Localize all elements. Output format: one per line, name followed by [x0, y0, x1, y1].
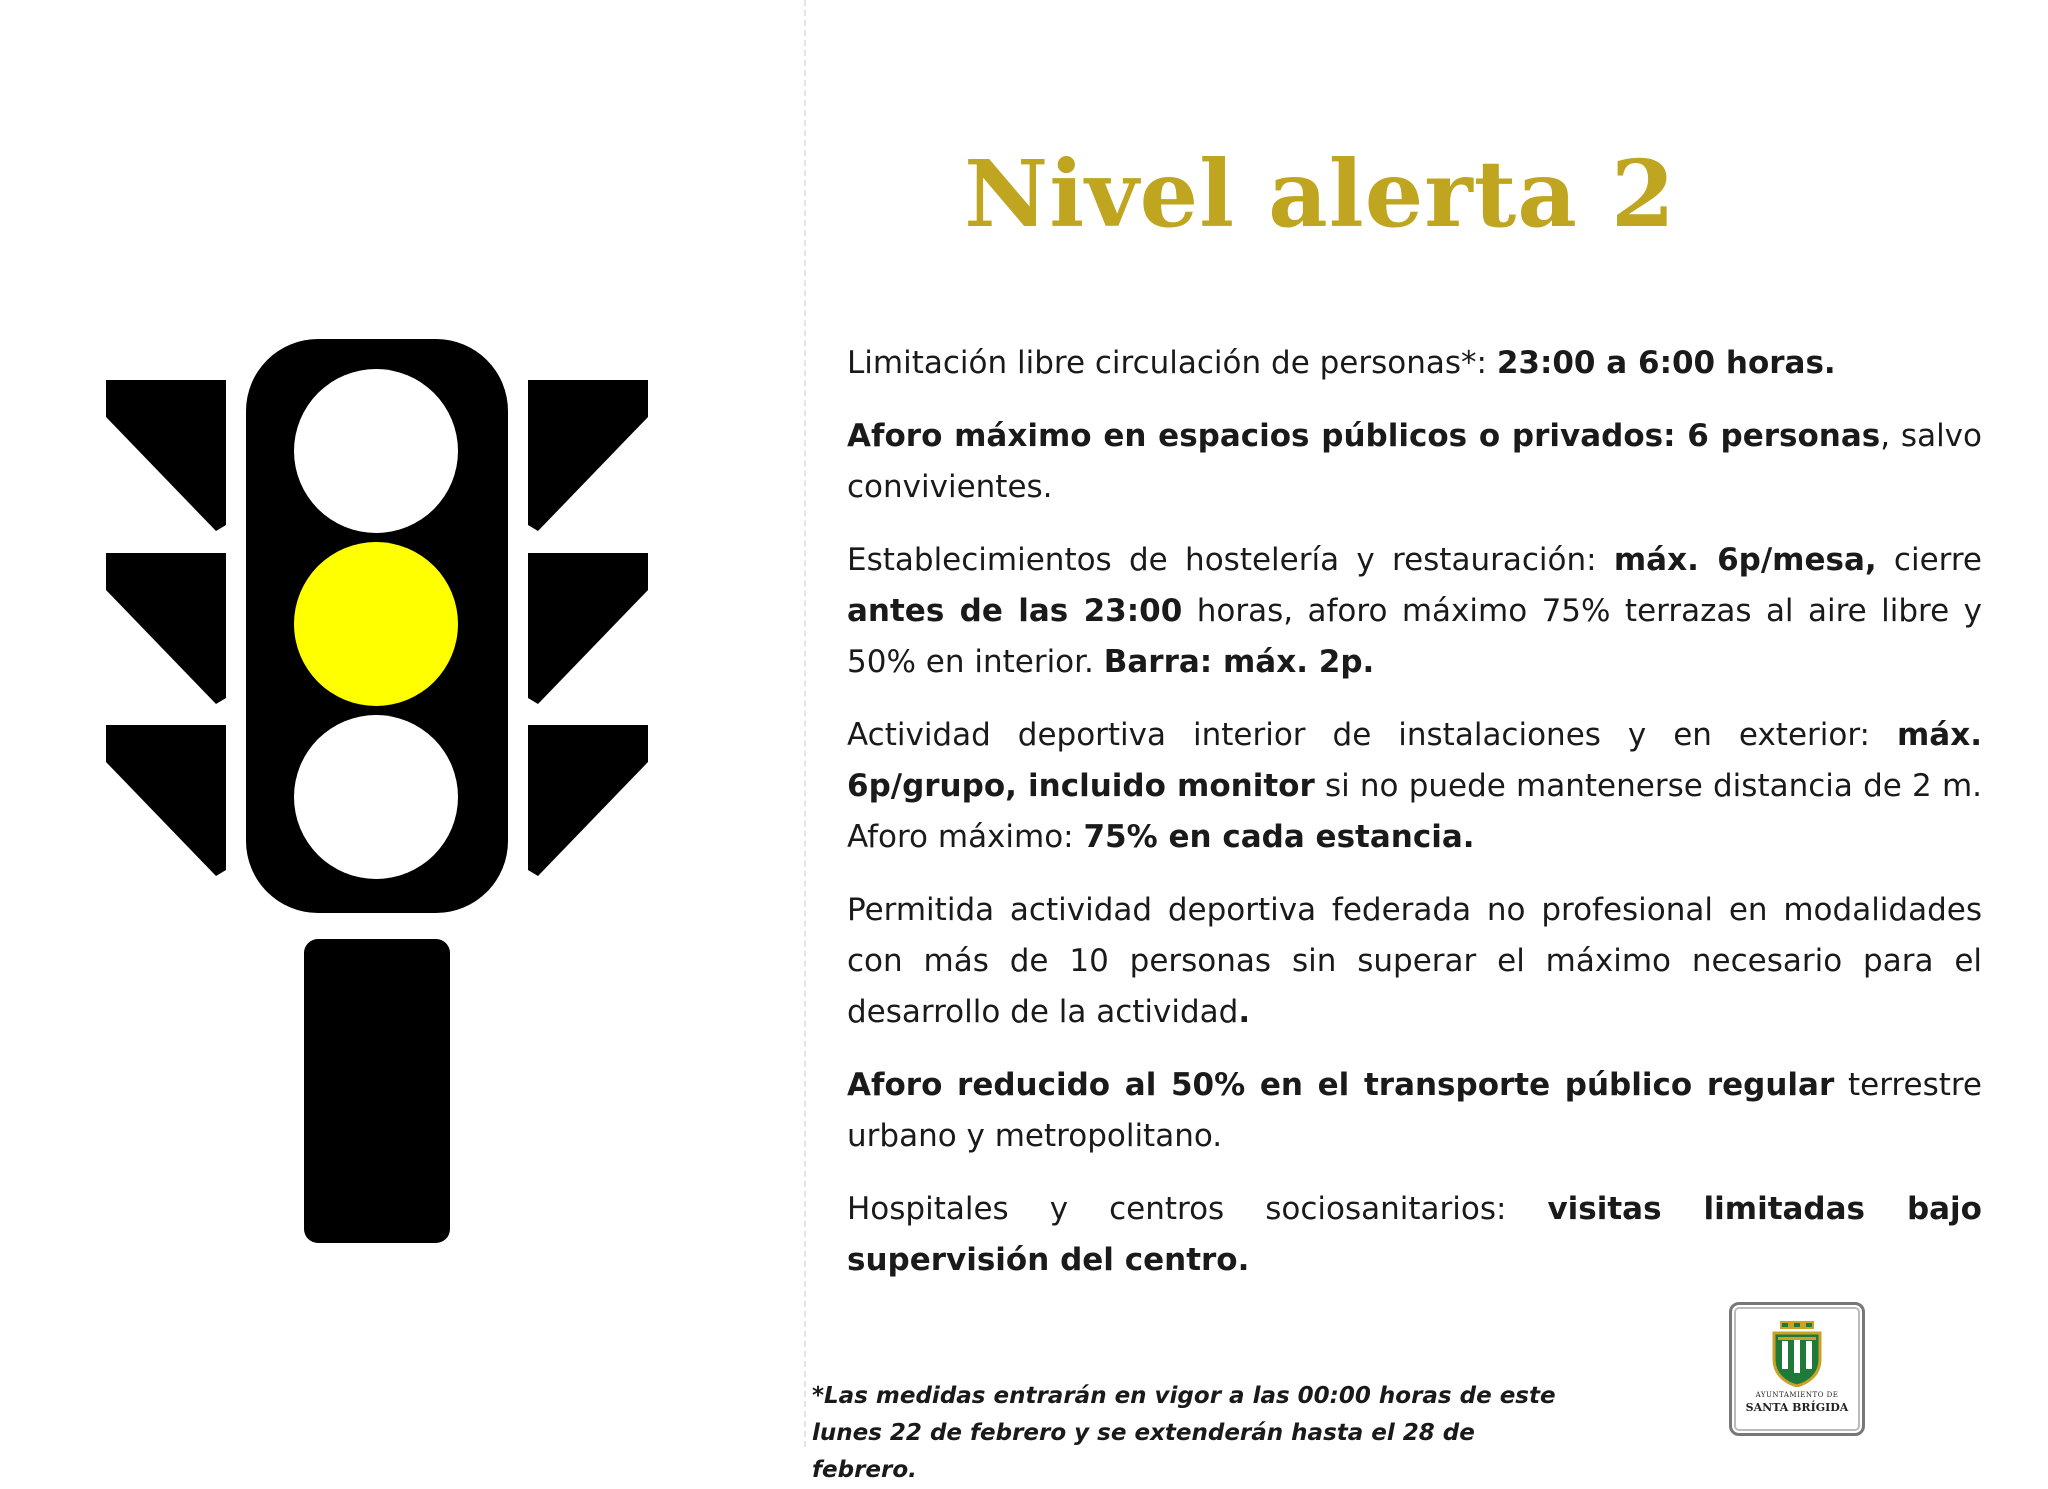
page-title: Nivel alerta 2 [964, 140, 1676, 248]
measure-paragraph [847, 411, 1982, 513]
measure-text-bold: máx. 6p/grupo, incluido monitor [847, 717, 1982, 804]
measure-text: Establecimientos de hostelería y restauración: [847, 542, 1614, 578]
flap-left-mid [106, 553, 226, 704]
flap-right-bot [528, 725, 648, 876]
coat-of-arms-icon [1770, 1321, 1824, 1387]
measure-paragraph [847, 885, 1982, 1038]
municipality-logo [1729, 1302, 1865, 1436]
light-bottom [294, 715, 458, 879]
measure-text-bold: antes de las 23:00 [847, 593, 1183, 629]
measure-paragraph [847, 710, 1982, 863]
measure-text: Permitida actividad deportiva federada no profesional en modalidades con más de 10 personas sin superar el máximo necesario para el desarrollo de la actividad [847, 892, 1982, 1030]
logo-label-line-1: AYUNTAMIENTO DE [1755, 1391, 1839, 1399]
measure-paragraph [847, 1184, 1982, 1286]
measure-text: terrestre urbano y metropolitano. [847, 1067, 1983, 1154]
footnote [812, 1378, 1572, 1489]
measure-text-bold: . [1238, 994, 1251, 1030]
traffic-light-pole [304, 939, 450, 1243]
flap-left-bot [106, 725, 226, 876]
measure-text-bold: Barra: máx. 2p. [1103, 644, 1375, 680]
light-top [294, 369, 458, 533]
measure-text-bold: Aforo máximo en espacios públicos o privados: 6 personas [847, 418, 1881, 454]
measure-text: horas, aforo máximo 75% terrazas al aire libre y 50% en interior. [847, 593, 1982, 680]
measure-text-bold: 23:00 a 6:00 horas. [1496, 345, 1836, 381]
traffic-light-icon [100, 335, 660, 1247]
footnote-line-2: lunes 22 de febrero y se extenderán hasta el 28 de febrero. [812, 1420, 1475, 1483]
logo-label-line-2: SANTA BRÍGIDA [1745, 1401, 1849, 1414]
flap-right-mid [528, 553, 648, 704]
measure-text: Actividad deportiva interior de instalaciones y en exterior: [847, 717, 1897, 753]
flap-left-top [106, 380, 226, 531]
measure-text-bold: visitas limitadas bajo supervisión del centro. [847, 1191, 1982, 1278]
measure-paragraph [847, 535, 1982, 688]
measure-text: si no puede mantenerse distancia de 2 m. Aforo máximo: [847, 768, 1982, 855]
measure-text: Hospitales y centros sociosanitarios: [847, 1191, 1548, 1227]
measure-text: Limitación libre circulación de personas*: [847, 345, 1497, 381]
flap-right-top [528, 380, 648, 531]
measure-paragraph [847, 338, 1982, 389]
measure-text-bold: 75% en cada estancia. [1083, 819, 1475, 855]
measure-text: , salvo convivientes. [847, 418, 1982, 505]
measures-list [847, 338, 1982, 1308]
measure-paragraph [847, 1060, 1982, 1162]
measure-text-bold: Aforo reducido al 50% en el transporte público regular [847, 1067, 1835, 1103]
light-middle [294, 542, 458, 706]
measure-text-bold: máx. 6p/mesa, [1613, 542, 1877, 578]
page-divider [804, 0, 806, 1447]
measure-text: cierre [1876, 542, 1982, 578]
footnote-line-1: *Las medidas entrarán en vigor a las 00:00 horas de este [812, 1383, 1556, 1409]
